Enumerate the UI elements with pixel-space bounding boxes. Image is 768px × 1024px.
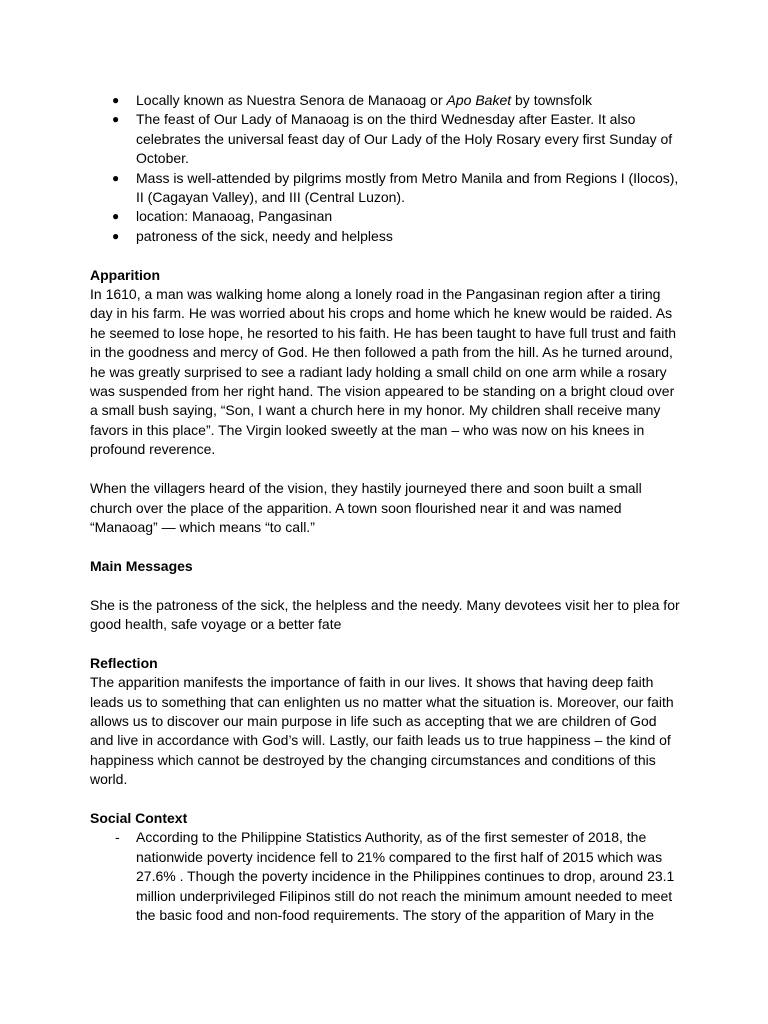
list-item xyxy=(90,207,680,226)
bullet-marker: ● xyxy=(112,112,120,127)
bullet-marker: ● xyxy=(112,228,120,243)
bullet-marker: ● xyxy=(112,209,120,224)
list-item xyxy=(90,227,680,246)
list-item xyxy=(90,169,680,208)
intro-bullet-list xyxy=(90,91,680,246)
list-item xyxy=(90,110,680,168)
section-heading: Social Context xyxy=(90,809,188,826)
spacer xyxy=(90,576,680,595)
spacer xyxy=(90,790,680,809)
list-item-text: According to the Philippine Statistics Authority, as of the first semester of 2018, the nationwide poverty incidence fell to 21% compared to the first half of 2015 which was 27.6% . Though the poverty incidence in the Philippines continues to drop, around 23.1 million underprivileged Filipinos still do not reach the minimum amount needed to meet the basic food and non-food requirements. The story of the apparition of Mary in the xyxy=(136,829,675,923)
section-heading: Apparition xyxy=(90,266,160,283)
bullet-text: by townsfolk xyxy=(511,92,593,108)
spacer xyxy=(90,460,680,479)
section-heading: Main Messages xyxy=(90,557,193,574)
list-item xyxy=(90,828,680,925)
section-heading: Reflection xyxy=(90,654,158,671)
paragraph: In 1610, a man was walking home along a lonely road in the Pangasinan region after a tiring day in his farm. He was worried about his crops and home which he knew would be raided. As he seemed to lose hope, he resorted to his faith. He has been taught to have full trust and faith in the goodness and mercy of God. He then followed a path from the hill. As he turned around, he was greatly surprised to see a radiant lady holding a small child on one arm while a rosary was suspended from her right hand. The vision appeared to be standing on a bright cloud over a small bush saying, “Son, I want a church here in my honor. My children shall receive many favors in this place”. The Virgin looked sweetly at the man – who was now on his knees in profound reverence. xyxy=(90,286,677,458)
list-item xyxy=(90,91,680,110)
spacer xyxy=(90,634,680,653)
bullet-text: Mass is well-attended by pilgrims mostly from Metro Manila and from Regions I (Ilocos), II (Cagayan Valley), and III (Central Luzon). xyxy=(136,169,679,206)
main-messages-section xyxy=(90,557,680,635)
bullet-text: patroness of the sick, needy and helpless xyxy=(136,227,393,244)
paragraph: When the villagers heard of the vision, they hastily journeyed there and soon built a small church over the place of the apparition. A town soon flourished near it and was named “Manaoag” — which means “to call.” xyxy=(90,480,642,535)
dash-marker: - xyxy=(115,829,120,846)
reflection-section xyxy=(90,654,680,790)
bullet-text: location: Manaoag, Pangasinan xyxy=(136,208,333,225)
social-context-list xyxy=(90,828,680,925)
bullet-marker: ● xyxy=(112,93,120,107)
bullet-text: Locally known as Nuestra Senora de Manaoag or xyxy=(136,92,447,108)
paragraph: She is the patroness of the sick, the helpless and the needy. Many devotees visit her to plea for good health, safe voyage or a better fate xyxy=(90,596,680,632)
document-page xyxy=(90,91,680,925)
spacer xyxy=(90,537,680,556)
spacer xyxy=(90,246,680,265)
paragraph: The apparition manifests the importance of faith in our lives. It shows that having deep faith leads us to something that can enlighten us no matter what the situation is. Moreover, our faith allows us to discover our main purpose in life such as accepting that we are children of God and live in accordance with God’s will. Lastly, our faith leads us to true happiness – the kind of happiness which cannot be destroyed by the changing circumstances and conditions of this world. xyxy=(90,674,674,788)
bullet-italic-text: Apo Baket xyxy=(446,92,512,108)
bullet-text: The feast of Our Lady of Manaoag is on the third Wednesday after Easter. It also celebrates the universal feast day of Our Lady of the Holy Rosary every first Sunday of October. xyxy=(136,111,673,167)
apparition-section xyxy=(90,266,680,538)
social-context-section xyxy=(90,809,680,925)
bullet-marker: ● xyxy=(112,170,120,185)
